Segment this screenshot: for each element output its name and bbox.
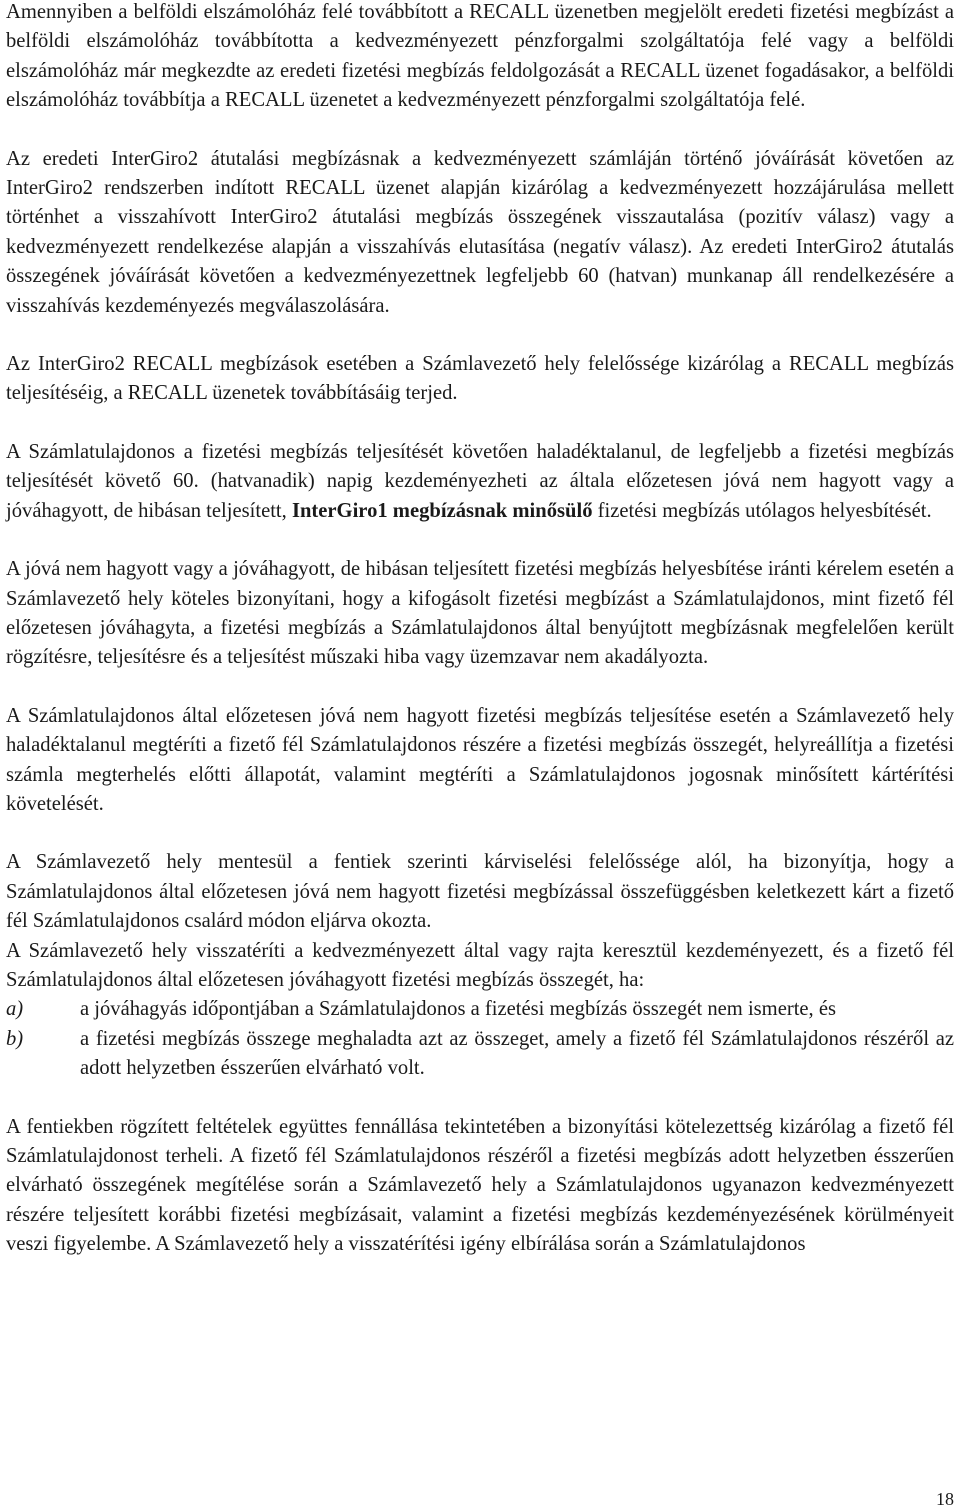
document-page <box>6 0 954 1260</box>
paragraph-recall-forwarding: Amennyiben a belföldi elszámolóház felé továbbított a RECALL üzenetben megjelölt eredeti fizetési megbízást a belföldi elszámolóház továbbította a kedvezményezett pénzforgalmi szolgáltatója felé vagy a belföldi elszámolóház már megkezdte az eredeti fizetési megbízás feldolgozását a RECALL üzenet fogadásakor, a belföldi elszámolóház továbbítja a RECALL üzenetet a kedvezményezett pénzforgalmi szolgáltatója felé. <box>6 1 954 112</box>
paragraph-correction-text-2: fizetési megbízás utólagos helyesbítését. <box>592 499 932 522</box>
list-item-text: a jóváhagyás időpontjában a Számlatulajdonos a fizetési megbízás összegét nem ismerte, és <box>80 998 837 1021</box>
list-marker: b) <box>6 1027 24 1050</box>
paragraph-refund-conditions: A Számlavezető hely visszatéríti a kedvezményezett által vagy rajta keresztül kezdeményezett, és a fizető fél Számlatulajdonos által előzetesen jóváhagyott fizetési megbízás összegét, ha: <box>6 939 954 991</box>
paragraph-correction-bold: InterGiro1 megbízásnak minősülő <box>291 499 593 522</box>
paragraph-burden-of-proof: A jóvá nem hagyott vagy a jóváhagyott, de hibásan teljesített fizetési megbízás helyesbítése iránti kérelem esetén a Számlavezető hely köteles bizonyítani, hogy a kifogásolt fizetési megbízást a Számlatulajdonos, mint fizető fél előzetesen jóváhagyta, a fizetési megbízás a Számlatulajdonos által benyújtott megbízásnak megfelelően került rögzítésre, teljesítésre és a teljesítést műszaki hiba vagy üzemzavar nem akadályozta. <box>6 558 954 669</box>
paragraph-correction-text-1: A Számlatulajdonos a fizetési megbízás teljesítését követően haladéktalanul, de legfeljebb a fizetési megbízás teljesítését követő 60. (hatvanadik) napig kezdeményezheti az általa előzetesen jóvá nem hagyott vagy a jóváhagyott, de hibásan teljesített, <box>6 440 954 522</box>
list-item <box>6 1025 954 1084</box>
list-marker: a) <box>6 998 24 1021</box>
conditions-list <box>6 995 954 1083</box>
paragraph-intergiro2-recall-response: Az eredeti InterGiro2 átutalási megbízásnak a kedvezményezett számláján történő jóváírását követően az InterGiro2 rendszerben indított RECALL üzenet alapján kizárólag a kedvezményezett hozzájárulása mellett történhet a visszahívott InterGiro2 átutalási megbízás összegének visszautalása (pozitív válasz) vagy a kedvezményezett rendelkezése alapján a visszahívás elutasítása (negatív válasz). Az eredeti InterGiro2 átutalás összegének jóváírását követően a kedvezményezettnek legfeljebb 60 (hatvan) munkanap áll rendelkezésére a visszahívás kezdeményezés megválaszolására. <box>6 147 954 317</box>
list-item <box>6 995 954 1024</box>
paragraph-burden-conditions: A fentiekben rögzített feltételek együttes fennállása tekintetében a bizonyítási kötelezettség kizárólag a fizető fél Számlatulajdonost terheli. A fizető fél Számlatulajdonos részéről a fizetési megbízás adott helyzetben ésszerűen elvárható összegének megítélése során a Számlavezető hely a Számlatulajdonos ugyanazon kedvezményezett részére teljesített korábbi fizetési megbízásait, valamint a fizetési megbízás kezdeményezésének körülményeit veszi figyelembe. A Számlavezető hely a visszatérítési igény elbírálása során a Számlatulajdonos <box>6 1115 954 1256</box>
paragraph-exemption: A Számlavezető hely mentesül a fentiek szerinti kárviselési felelőssége alól, ha bizonyítja, hogy a Számlatulajdonos által előzetesen jóvá nem hagyott fizetési megbízással összefüggésben keletkezett kárt a fizető fél Számlatulajdonos csalárd módon eljárva okozta. <box>6 851 954 933</box>
page-number: 18 <box>936 1489 954 1509</box>
paragraph-intergiro2-liability: Az InterGiro2 RECALL megbízások esetében a Számlavezető hely felelőssége kizárólag a RECALL megbízás teljesítéséig, a RECALL üzenetek továbbításáig terjed. <box>6 353 954 405</box>
list-item-text: a fizetési megbízás összege meghaladta azt az összeget, amely a fizető fél Számlatulajdonos részéről az adott helyzetben ésszerűen elvárható volt. <box>80 1027 954 1080</box>
paragraph-refund-unauthorized: A Számlatulajdonos által előzetesen jóvá nem hagyott fizetési megbízás teljesítése esetén a Számlavezető hely haladéktalanul megtéríti a fizető fél Számlatulajdonos részére a fizetési megbízás összegét, helyreállítja a fizetési számla megterhelés előtti állapotát, valamint megtéríti a Számlatulajdonos jogosnak minősített kártérítési követelését. <box>6 704 954 815</box>
paragraph-correction-request <box>6 438 954 526</box>
